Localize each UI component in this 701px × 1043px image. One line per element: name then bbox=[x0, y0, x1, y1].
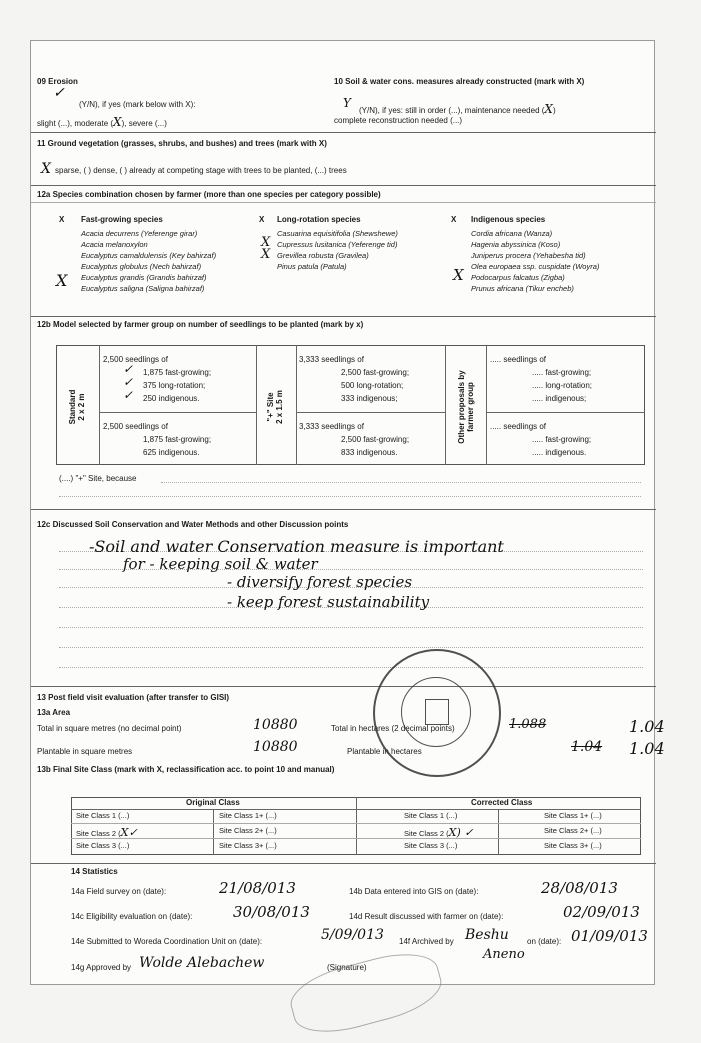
other-option-a[interactable] bbox=[490, 353, 592, 405]
submitted-label: 14e Submitted to Woreda Coordination Unit on (date): bbox=[71, 937, 263, 946]
s10-yn-mark: Y bbox=[343, 96, 351, 110]
long-species-list bbox=[277, 228, 398, 272]
indig-species: Juniperus procera (Yehabesha tid) bbox=[471, 251, 586, 260]
s12b-title: 12b Model selected by farmer group on number of seedlings to be planted (mark by x) bbox=[37, 320, 364, 329]
indig-species: Cordia africana (Wanza) bbox=[471, 229, 553, 238]
s10-line1 bbox=[359, 102, 556, 116]
submitted-date: 5/09/013 bbox=[321, 927, 384, 943]
plantable-ha-value: 1.04 bbox=[629, 739, 665, 758]
plus-option-a[interactable] bbox=[299, 353, 409, 405]
orig-class-2plus[interactable]: Site Class 2+ (...) bbox=[219, 826, 277, 835]
gis-entry-date: 28/08/013 bbox=[541, 879, 618, 897]
indig-species: Podocarpus falcatus (Zigba) bbox=[471, 273, 565, 282]
other-option-b[interactable] bbox=[490, 420, 591, 459]
eligibility-date: 30/08/013 bbox=[233, 903, 310, 921]
s11-mark: X bbox=[41, 161, 51, 177]
fast-species: Eucalyptus saligna (Saligna bahirzaf) bbox=[81, 284, 205, 293]
long-species: Pinus patula (Patula) bbox=[277, 262, 347, 271]
archived-signature: Aneno bbox=[483, 947, 525, 962]
fast-species: Acacia melanoxylon bbox=[81, 240, 148, 249]
eligibility-label: 14c Eligibility evaluation on (date): bbox=[71, 912, 193, 921]
plus-b-line: 3,333 seedlings of bbox=[299, 422, 364, 431]
s09-line2 bbox=[37, 115, 167, 129]
s10-line1-text: (Y/N), if yes: still in order (...), maintenance needed ( bbox=[359, 106, 545, 115]
indig-mark: X bbox=[453, 266, 464, 284]
plus-option-b[interactable] bbox=[299, 420, 409, 459]
other-a-line: ..... indigenous; bbox=[532, 394, 587, 403]
archived-label: 14f Archived by bbox=[399, 937, 454, 946]
fast-species: Acacia decurrens (Yeferenge girar) bbox=[81, 229, 198, 238]
result-discussed-label: 14d Result discussed with farmer on (date): bbox=[349, 912, 504, 921]
col-x-long: X bbox=[259, 215, 265, 224]
orig-class-3plus[interactable]: Site Class 3+ (...) bbox=[219, 841, 277, 850]
orig-class-1plus[interactable]: Site Class 1+ (...) bbox=[219, 811, 277, 820]
plus-b-line: 833 indigenous. bbox=[341, 448, 398, 457]
corr-class-1plus[interactable]: Site Class 1+ (...) bbox=[544, 811, 602, 820]
orig-class-1[interactable]: Site Class 1 (...) bbox=[76, 811, 130, 820]
maintenance-mark: X bbox=[544, 102, 553, 116]
std-a-line: 375 long-rotation; bbox=[143, 381, 206, 390]
s10-line1-end: ) bbox=[552, 106, 556, 115]
approved-label: 14g Approved by bbox=[71, 963, 132, 972]
fast-species-list bbox=[81, 228, 216, 294]
corr-class-3plus[interactable]: Site Class 3+ (...) bbox=[544, 841, 602, 850]
s12c-title: 12c Discussed Soil Conservation and Water Methods and other Discussion points bbox=[37, 520, 349, 529]
stamp-emblem-icon bbox=[425, 699, 449, 725]
indig-title: Indigenous species bbox=[471, 215, 546, 224]
survey-form-page bbox=[30, 40, 665, 985]
long-title: Long-rotation species bbox=[277, 215, 361, 224]
indig-species-list bbox=[471, 228, 599, 294]
s09-title: 09 Erosion bbox=[37, 77, 78, 86]
fast-mark: X bbox=[56, 271, 68, 290]
plantable-ha-label: Plantable in hectares bbox=[347, 747, 422, 756]
s09-line1: (Y/N), if yes (mark below with X): bbox=[79, 100, 196, 109]
check-mark: ✓ bbox=[123, 388, 134, 402]
orig-class-2-label: Site Class 2 ( bbox=[76, 829, 121, 838]
std-b-line: 1,875 fast-growing; bbox=[143, 435, 212, 444]
s13a-title: 13a Area bbox=[37, 708, 71, 717]
long-species: Grevillea robusta (Gravilea) bbox=[277, 251, 369, 260]
corrected-class-header: Corrected Class bbox=[471, 798, 533, 807]
check-mark: ✓ bbox=[123, 362, 134, 376]
approved-by: Wolde Alebachew bbox=[139, 955, 265, 971]
indig-species: Prunus africana (Tikur encheb) bbox=[471, 284, 574, 293]
corr-class-2plus[interactable]: Site Class 2+ (...) bbox=[544, 826, 602, 835]
plus-a-line: 2,500 fast-growing; bbox=[341, 368, 410, 377]
result-discussed-date: 02/09/013 bbox=[563, 903, 640, 921]
field-survey-date: 21/08/013 bbox=[219, 879, 296, 897]
standard-label-text: Standard 2 x 2 m bbox=[68, 389, 86, 425]
std-a-line: 2,500 seedlings of bbox=[103, 355, 168, 364]
fast-species: Eucalyptus globulus (Nech bahirzaf) bbox=[81, 262, 202, 271]
total-ha-label: Total in hectares (2 decimal points) bbox=[331, 724, 455, 733]
signature-label: (Signature) bbox=[327, 963, 367, 972]
std-b-line: 2,500 seedlings of bbox=[103, 422, 168, 431]
corr-class-2-mark: X bbox=[448, 826, 457, 839]
s10-title: 10 Soil & water cons. measures already constructed (mark with X) bbox=[334, 77, 585, 86]
other-a-line: ..... seedlings of bbox=[490, 355, 547, 364]
col-x-indig: X bbox=[451, 215, 457, 224]
plantable-sqm-label: Plantable in square metres bbox=[37, 747, 133, 756]
other-a-line: ..... fast-growing; bbox=[532, 368, 592, 377]
s14-title: 14 Statistics bbox=[71, 867, 118, 876]
discussion-line-2: for - keeping soil & water bbox=[123, 555, 318, 573]
total-sqm-label: Total in square metres (no decimal point) bbox=[37, 724, 182, 733]
s11-text: sparse, ( ) dense, ( ) already at competing stage with trees to be planted, (...) trees bbox=[55, 166, 347, 175]
s12a-title: 12a Species combination chosen by farmer (more than one species per category possible) bbox=[37, 190, 381, 199]
plantable-ha-struck: 1.04 bbox=[571, 739, 603, 755]
s13-title: 13 Post field visit evaluation (after transfer to GISI) bbox=[37, 693, 230, 702]
long-species: Casuarina equisitifolia (Shewshewe) bbox=[277, 229, 398, 238]
fast-species: Eucalyptus camaldulensis (Key bahirzaf) bbox=[81, 251, 217, 260]
archived-date: 01/09/013 bbox=[571, 927, 648, 945]
std-b-line: 625 indigenous. bbox=[143, 448, 200, 457]
corr-class-2-label: Site Class 2 ( bbox=[404, 829, 449, 838]
corr-class-1[interactable]: Site Class 1 (...) bbox=[404, 811, 458, 820]
std-a-line: 250 indigenous. bbox=[143, 394, 200, 403]
orig-class-2[interactable]: Site Class 2 (X✓ bbox=[76, 826, 138, 839]
plus-b-line: 2,500 fast-growing; bbox=[341, 435, 410, 444]
plus-a-line: 333 indigenous; bbox=[341, 394, 398, 403]
corr-class-3[interactable]: Site Class 3 (...) bbox=[404, 841, 458, 850]
discussion-line-1: -Soil and water Conservation measure is important bbox=[89, 537, 504, 556]
other-b-line: ..... indigenous. bbox=[532, 448, 587, 457]
indig-species: Hagenia abyssinica (Koso) bbox=[471, 240, 561, 249]
s13b-title: 13b Final Site Class (mark with X, reclassification acc. to point 10 and manual) bbox=[37, 765, 335, 774]
corr-class-2[interactable]: Site Class 2 (X) ✓ bbox=[404, 826, 474, 839]
other-proposal-label bbox=[457, 357, 475, 457]
plus-a-line: 3,333 seedlings of bbox=[299, 355, 364, 364]
gis-entry-label: 14b Data entered into GIS on (date): bbox=[349, 887, 479, 896]
official-stamp bbox=[373, 649, 501, 777]
field-survey-label: 14a Field survey on (date): bbox=[71, 887, 167, 896]
fast-species: Eucalyptus grandis (Grandis bahirzaf) bbox=[81, 273, 207, 282]
total-sqm-value: 10880 bbox=[253, 717, 298, 733]
plus-site-because: (....) "+" Site, because bbox=[59, 474, 137, 483]
discussion-line-4: - keep forest sustainability bbox=[227, 593, 430, 611]
fast-title: Fast-growing species bbox=[81, 215, 163, 224]
plus-a-line: 500 long-rotation; bbox=[341, 381, 404, 390]
s09-line2b: ), severe (...) bbox=[121, 119, 167, 128]
indig-species: Olea europaea ssp. cuspidate (Woyra) bbox=[471, 262, 600, 271]
other-a-line: ..... long-rotation; bbox=[532, 381, 593, 390]
orig-class-3[interactable]: Site Class 3 (...) bbox=[76, 841, 130, 850]
s10-line2: complete reconstruction needed (...) bbox=[334, 116, 463, 125]
orig-class-2-mark: X bbox=[120, 826, 129, 839]
plus-label-text: "+" Site 2 x 1.5 m bbox=[266, 390, 284, 424]
long-species: Cupressus lusitanica (Yeferenge tid) bbox=[277, 240, 398, 249]
s09-yn-mark: ✓ bbox=[53, 85, 65, 101]
std-a-line: 1,875 fast-growing; bbox=[143, 368, 212, 377]
original-class-header: Original Class bbox=[186, 798, 240, 807]
other-b-line: ..... seedlings of bbox=[490, 422, 547, 431]
s11-title: 11 Ground vegetation (grasses, shrubs, and bushes) and trees (mark with X) bbox=[37, 139, 327, 148]
moderate-mark: X bbox=[113, 115, 122, 129]
total-ha-struck: 1.088 bbox=[509, 717, 547, 732]
long-mark-1: X bbox=[261, 235, 271, 250]
plantable-sqm-value: 10880 bbox=[253, 739, 298, 755]
other-b-line: ..... fast-growing; bbox=[532, 435, 592, 444]
long-mark-2: X bbox=[261, 247, 271, 262]
standard-label bbox=[68, 363, 86, 451]
discussion-line-3: - diversify forest species bbox=[227, 573, 413, 591]
archived-by: Beshu bbox=[465, 927, 509, 943]
std-option-b[interactable] bbox=[103, 420, 211, 459]
col-x-fast: X bbox=[59, 215, 65, 224]
plus-site-label bbox=[266, 363, 284, 451]
total-ha-value: 1.04 bbox=[629, 717, 665, 736]
std-option-a[interactable] bbox=[103, 353, 211, 405]
check-mark: ✓ bbox=[123, 375, 134, 389]
other-label-text: Other proposals by farmer group bbox=[457, 370, 475, 444]
archived-date-label: on (date): bbox=[527, 937, 562, 946]
std-checks bbox=[123, 363, 133, 402]
s09-line2a: slight (...), moderate ( bbox=[37, 119, 114, 128]
